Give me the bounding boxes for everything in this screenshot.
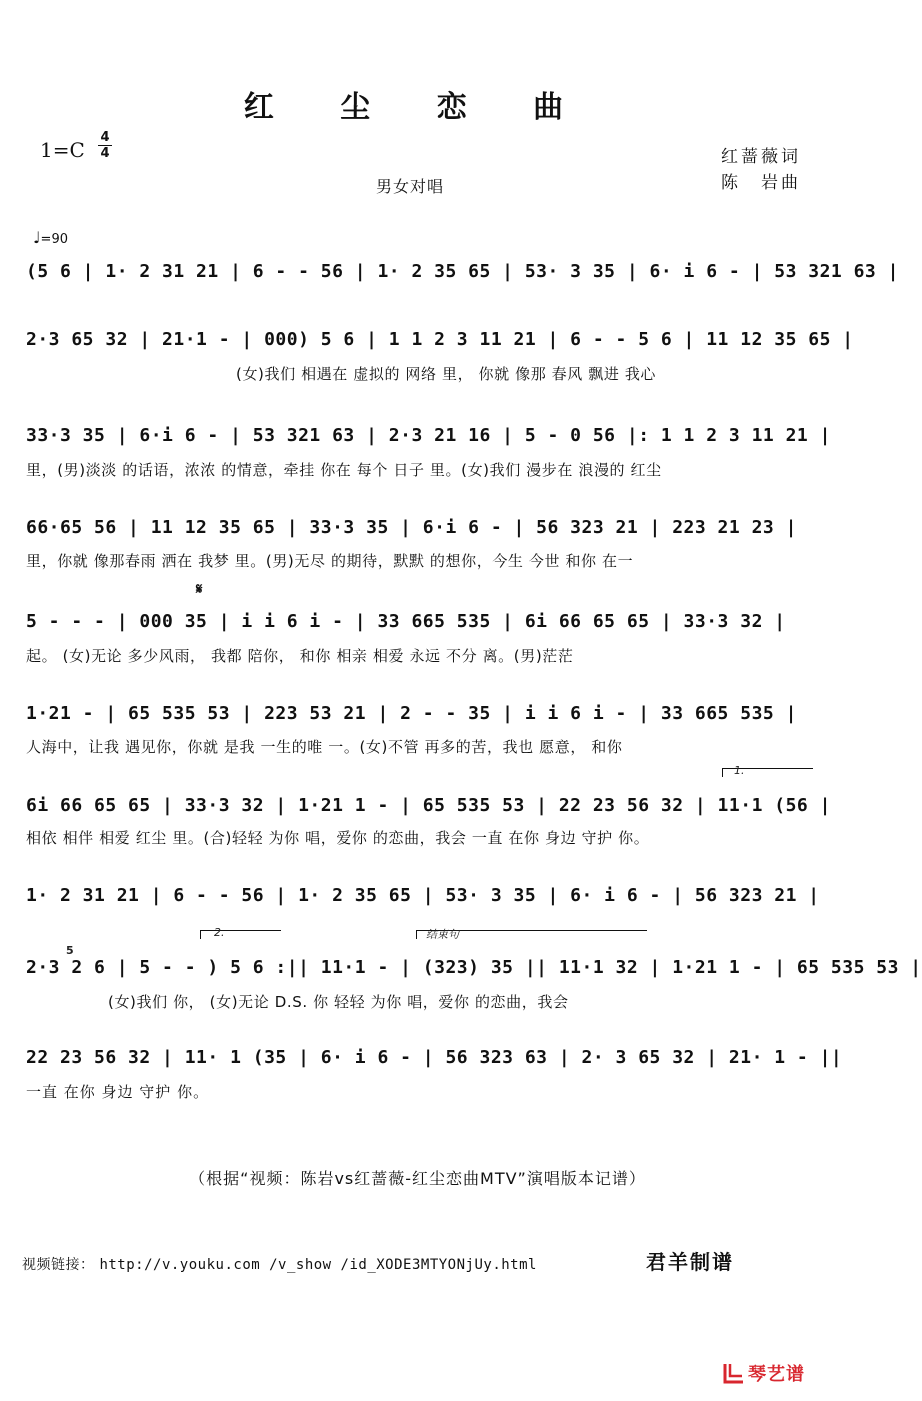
notation-line-3: 33·3 35 | 6·i 6 - | 53 321 63 | 2·3 21 16 | 5 - 0 56 |: 1 1 2 3 11 21 | [26, 425, 831, 446]
lyrics-line-2: (女)我们 相遇在 虚拟的 网络 里， 你就 像那 春风 飘进 我心 [236, 365, 657, 383]
lyrics-line-10: 一直 在你 身边 守护 你。 [26, 1083, 210, 1101]
time-signature [98, 130, 112, 161]
composer: 陈 岩曲 [721, 173, 801, 193]
video-link [22, 1254, 537, 1274]
key-signature: 1=C [40, 138, 85, 162]
volta-2-label: 2. [214, 926, 225, 939]
credits [721, 144, 801, 196]
notation-line-5: 5 - - - | 000 35 | i i 6 i - | 33 665 535 | 6i 66 65 65 | 33·3 32 | [26, 611, 786, 632]
time-signature-top: 4 [100, 130, 110, 145]
notation-line-7: 6i 66 65 65 | 33·3 32 | 1·21 1 - | 65 535 53 | 22 23 56 32 | 11·1 (56 | [26, 795, 831, 816]
lyrics-line-6: 人海中，让我 遇见你，你就 是我 一生的唯 一。(女)不管 再多的苦，我也 愿意， 和你 [26, 738, 623, 756]
notation-line-2: 2·3 65 32 | 21·1 - | 000) 5 6 | 1 1 2 3 11 21 | 6 - - 5 6 | 11 12 35 65 | [26, 329, 854, 350]
quarter-note-icon: ♩ [33, 228, 41, 247]
video-link-url[interactable]: http://v.youku.com /v_show /id_XODE3MTYONjUy.html [99, 1257, 537, 1273]
notation-line-8: 1· 2 31 21 | 6 - - 56 | 1· 2 35 65 | 53· 3 35 | 6· i 6 - | 56 323 21 | [26, 885, 820, 906]
lyrics-line-4: 里，你就 像那春雨 洒在 我梦 里。(男)无尽 的期待，默默 的想你，今生 今世 和你 在一 [26, 552, 634, 570]
segno-sign: 𝄋 [196, 580, 203, 598]
transcriber-signature: 君羊制谱 [646, 1250, 734, 1274]
piano-logo-icon [722, 1361, 746, 1385]
time-signature-bottom: 4 [98, 145, 112, 161]
notation-line-6: 1·21 - | 65 535 53 | 223 53 21 | 2 - - 35 | i i 6 i - | 33 665 535 | [26, 703, 797, 724]
site-logo [722, 1360, 805, 1386]
video-link-label: 视频链接： [22, 1257, 95, 1273]
lyrics-line-5: 起。 (女)无论 多少风雨， 我都 陪你， 和你 相亲 相爱 永远 不分 离。(男)茫茫 [26, 647, 574, 665]
grace-note: 5 [66, 944, 74, 957]
site-logo-text: 琴艺谱 [748, 1364, 805, 1385]
song-title: 红 尘 恋 曲 [243, 90, 592, 125]
performance-note: 男女对唱 [376, 177, 445, 196]
tempo-value: =90 [40, 232, 68, 247]
transcription-source-note: （根据“视频：陈岩vs红蔷薇-红尘恋曲MTV”演唱版本记谱） [189, 1169, 646, 1188]
notation-line-1: (5 6 | 1· 2 31 21 | 6 - - 56 | 1· 2 35 65 | 53· 3 35 | 6· i 6 - | 53 321 63 | [26, 261, 899, 282]
lyrics-line-7: 相依 相伴 相爱 红尘 里。(合)轻轻 为你 唱，爱你 的恋曲，我会 一直 在你 身边 守护 你。 [26, 829, 650, 847]
volta-1-label: 1. [734, 764, 745, 777]
lyricist: 红蔷薇词 [721, 147, 801, 167]
lyrics-line-3: 里，(男)淡淡 的话语，浓浓 的情意，牵挂 你在 每个 日子 里。(女)我们 漫步在 浪漫的 红尘 [26, 461, 662, 479]
ending-label: 结束句 [426, 928, 459, 941]
notation-line-10: 22 23 56 32 | 11· 1 (35 | 6· i 6 - | 56 323 63 | 2· 3 65 32 | 21· 1 - || [26, 1047, 843, 1068]
notation-line-4: 66·65 56 | 11 12 35 65 | 33·3 35 | 6·i 6 - | 56 323 21 | 223 21 23 | [26, 517, 797, 538]
notation-line-9: 2·3 2 6 | 5 - - ) 5 6 :|| 11·1 - | (323) 35 || 11·1 32 | 1·21 1 - | 65 535 53 | [26, 957, 922, 978]
volta-2-bracket [200, 930, 281, 939]
tempo-marking [33, 228, 68, 247]
lyrics-line-9: (女)我们 你， (女)无论 D.S. 你 轻轻 为你 唱，爱你 的恋曲，我会 [108, 993, 569, 1011]
